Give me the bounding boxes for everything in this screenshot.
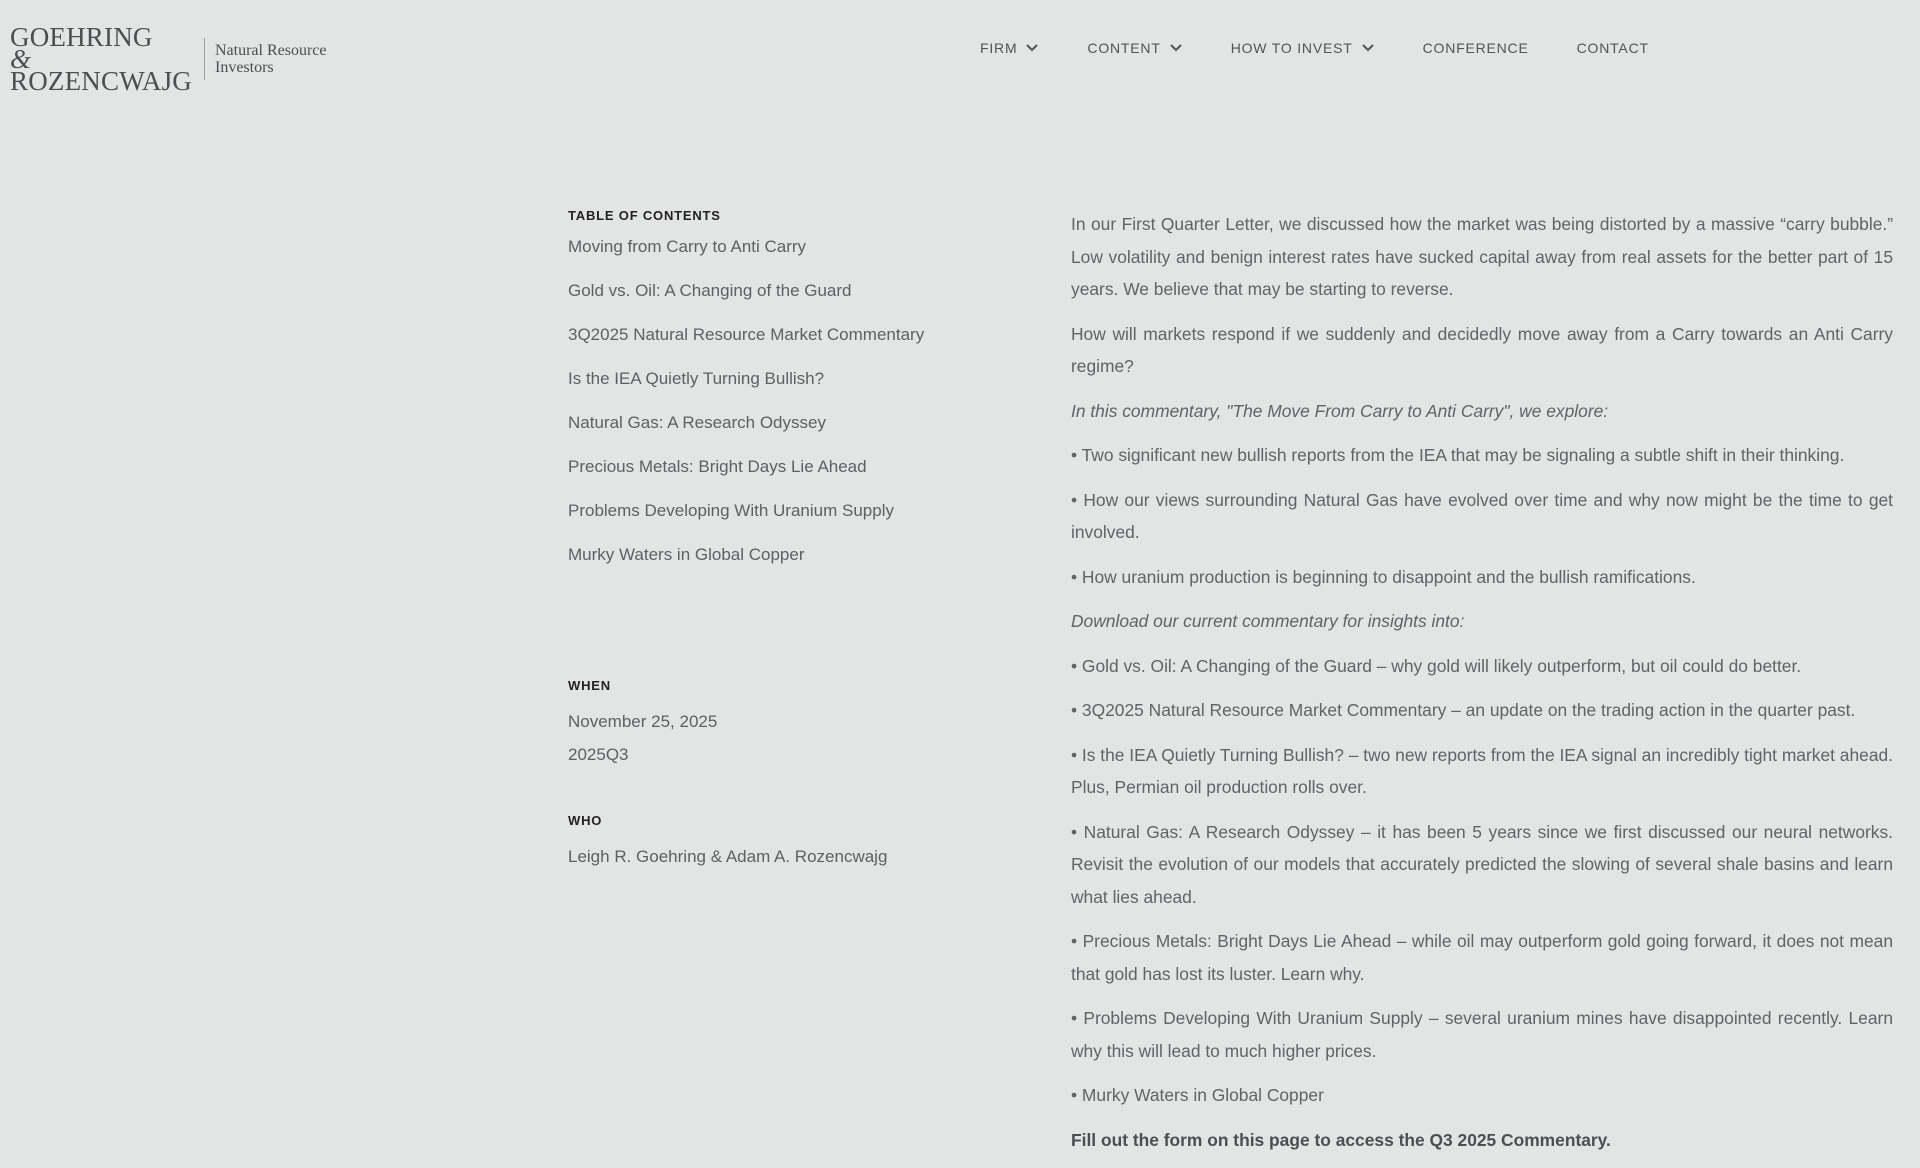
sidebar bbox=[568, 208, 988, 866]
bullet-item: • Gold vs. Oil: A Changing of the Guard – why gold will likely outperform, but oil could do better. bbox=[1071, 655, 1802, 676]
bullet-item: • 3Q2025 Natural Resource Market Commentary – an update on the trading action in the quarter past. bbox=[1071, 700, 1856, 720]
bullet-item: • Is the IEA Quietly Turning Bullish? – two new reports from the IEA signal an incredibly tight market ahead. Plus, Permian oil production rolls over. bbox=[1071, 744, 1893, 797]
logo-line-1: GOEHRING bbox=[10, 22, 153, 52]
main-nav bbox=[980, 40, 1649, 56]
chevron-down-icon bbox=[1361, 43, 1375, 53]
form-callout: Fill out the form on this page to access the Q3 2025 Commentary. bbox=[1071, 1129, 1611, 1150]
body-paragraph: In our First Quarter Letter, we discussed how the market was being distorted by a massive “carry bubble.” Low volatility and benign interest rates have sucked capital away from real assets for the better part of 15 years. We believe that may be starting to reverse. bbox=[1071, 214, 1893, 299]
nav-item-label: CONTENT bbox=[1087, 40, 1161, 56]
nav-item-label: FIRM bbox=[980, 40, 1018, 56]
publish-quarter: 2025Q3 bbox=[568, 745, 629, 764]
nav-item-label: CONFERENCE bbox=[1422, 40, 1529, 56]
site-header bbox=[0, 0, 1920, 100]
bullet-item: • How uranium production is beginning to disappoint and the bullish ramifications. bbox=[1071, 566, 1696, 587]
nav-item-contact[interactable] bbox=[1577, 40, 1649, 56]
when-block bbox=[568, 678, 717, 771]
nav-item-content[interactable] bbox=[1087, 40, 1182, 56]
who-heading: WHO bbox=[568, 813, 603, 828]
toc-item[interactable]: Moving from Carry to Anti Carry bbox=[568, 237, 807, 256]
chevron-down-icon bbox=[1169, 43, 1183, 53]
download-intro: Download our current commentary for insights into: bbox=[1071, 611, 1465, 631]
toc-item[interactable]: Gold vs. Oil: A Changing of the Guard bbox=[568, 281, 852, 300]
explore-intro: In this commentary, "The Move From Carry to Anti Carry", we explore: bbox=[1071, 400, 1609, 421]
toc-item[interactable]: 3Q2025 Natural Resource Market Commentary bbox=[568, 325, 925, 344]
logo-divider bbox=[204, 38, 205, 80]
toc-item[interactable]: Precious Metals: Bright Days Lie Ahead bbox=[568, 457, 867, 476]
bullet-item: • How our views surrounding Natural Gas have evolved over time and why now might be the time to get involved. bbox=[1071, 489, 1893, 542]
who-values bbox=[568, 840, 887, 873]
authors: Leigh R. Goehring & Adam A. Rozencwajg bbox=[568, 847, 888, 866]
logo-tagline-line-2: Investors bbox=[215, 59, 274, 76]
toc-list bbox=[568, 237, 988, 565]
nav-item-label: HOW TO INVEST bbox=[1230, 40, 1353, 56]
when-values bbox=[568, 705, 717, 771]
toc-item[interactable]: Natural Gas: A Research Odyssey bbox=[568, 413, 826, 432]
body-paragraph: How will markets respond if we suddenly and decidedly move away from a Carry towards an Anti Carry regime? bbox=[1071, 323, 1893, 376]
bullet-item: • Problems Developing With Uranium Supply – several uranium mines have disappointed recently. Learn why this will lead to much higher prices. bbox=[1071, 1008, 1893, 1061]
toc-heading: TABLE OF CONTENTS bbox=[568, 208, 721, 223]
logo-ampersand: & bbox=[10, 44, 32, 74]
toc-item[interactable]: Murky Waters in Global Copper bbox=[568, 545, 805, 564]
logo-tagline bbox=[215, 42, 327, 76]
nav-item-how-to-invest[interactable] bbox=[1231, 40, 1375, 56]
toc-item[interactable]: Problems Developing With Uranium Supply bbox=[568, 501, 894, 520]
bullet-item: • Natural Gas: A Research Odyssey – it has been 5 years since we first discussed our neural networks. Revisit the evolution of our models that accurately predicted the slowing of several shale basins and learn what lies ahead. bbox=[1071, 821, 1893, 907]
logo-wordmark bbox=[10, 22, 192, 96]
nav-item-label: CONTACT bbox=[1576, 40, 1649, 56]
when-heading: WHEN bbox=[568, 678, 611, 693]
who-block bbox=[568, 813, 887, 873]
nav-item-firm[interactable] bbox=[980, 40, 1039, 56]
toc-item[interactable]: Is the IEA Quietly Turning Bullish? bbox=[568, 369, 825, 388]
bullet-item: • Murky Waters in Global Copper bbox=[1071, 1085, 1324, 1105]
publish-date: November 25, 2025 bbox=[568, 712, 718, 731]
logo-line-2: ROZENCWAJG bbox=[10, 66, 192, 96]
bullet-item: • Precious Metals: Bright Days Lie Ahead – while oil may outperform gold going forward, it does not mean that gold has lost its luster. Learn why. bbox=[1071, 931, 1893, 984]
logo-tagline-line-1: Natural Resource bbox=[215, 42, 327, 59]
chevron-down-icon bbox=[1025, 43, 1039, 53]
bullet-item: • Two significant new bullish reports from the IEA that may be signaling a subtle shift in their thinking. bbox=[1071, 445, 1845, 465]
nav-item-conference[interactable] bbox=[1423, 40, 1529, 56]
commentary-body bbox=[1071, 208, 1893, 1168]
site-logo[interactable] bbox=[10, 22, 327, 96]
